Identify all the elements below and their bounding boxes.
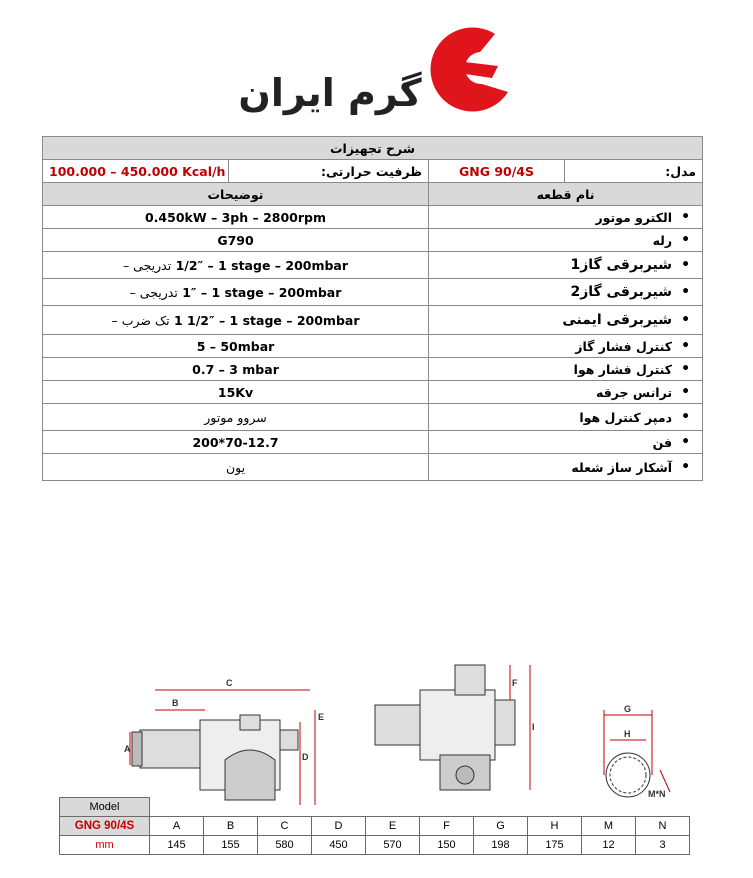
row-desc: تک ضرب – 1 1/2″ – 1 stage – 200mbar: [43, 306, 429, 335]
dim-value: 145: [150, 836, 204, 855]
row-desc: G790: [43, 229, 429, 252]
dim-value: 12: [582, 836, 636, 855]
bullet-icon: •: [681, 459, 691, 475]
dim-header: B: [204, 817, 258, 836]
dim-header: F: [420, 817, 474, 836]
model-value: GNG 90/4S: [429, 160, 565, 183]
table-row: [43, 252, 703, 279]
dim-header: H: [528, 817, 582, 836]
col-header-part-name: نام قطعه: [429, 183, 703, 206]
table-row: [43, 404, 703, 431]
row-part: • شیربرقی گاز1: [429, 252, 703, 279]
row-part: • ترانس جرقه: [429, 381, 703, 404]
dim-label: E: [318, 712, 325, 722]
model-label: مدل:: [565, 160, 703, 183]
dimensions-table: [59, 797, 690, 855]
bullet-icon: •: [681, 232, 691, 248]
row-desc: 15Kv: [43, 381, 429, 404]
dim-value: 155: [204, 836, 258, 855]
equipment-spec-table: [42, 136, 703, 481]
dim-header: M: [582, 817, 636, 836]
dim-label: C: [226, 678, 233, 688]
table-row: [43, 279, 703, 306]
side-view-drawing: [130, 690, 315, 805]
dim-header: C: [258, 817, 312, 836]
row-part: • شیربرقی گاز2: [429, 279, 703, 306]
bullet-icon: •: [681, 209, 691, 225]
bullet-icon: •: [681, 257, 691, 273]
bullet-icon: •: [681, 338, 691, 354]
row-part: • فن: [429, 431, 703, 454]
burner-technical-drawings: [0, 660, 753, 805]
table-row: [43, 335, 703, 358]
dim-value: 570: [366, 836, 420, 855]
dim-header: E: [366, 817, 420, 836]
dim-value: 150: [420, 836, 474, 855]
row-part: • آشکار ساز شعله: [429, 454, 703, 481]
dim-label: G: [624, 704, 632, 714]
row-part: • کنترل فشار هوا: [429, 358, 703, 381]
row-desc: تدریجی – 1/2″ – 1 stage – 200mbar: [43, 252, 429, 279]
dim-value: 3: [636, 836, 690, 855]
bullet-icon: •: [681, 284, 691, 300]
capacity-label: ظرفیت حرارتی:: [229, 160, 429, 183]
row-part: • کنترل فشار گاز: [429, 335, 703, 358]
row-part: • دمپر کنترل هوا: [429, 404, 703, 431]
row-desc: سروو موتور: [43, 404, 429, 431]
logo-mark: [431, 27, 508, 111]
spec-table-title: شرح تجهیزات: [43, 137, 703, 160]
dim-value: 175: [528, 836, 582, 855]
row-part: • شیربرقی ایمنی: [429, 306, 703, 335]
dim-header: G: [474, 817, 528, 836]
dim-label: D: [302, 752, 309, 762]
bullet-icon: •: [681, 312, 691, 328]
dim-value: 198: [474, 836, 528, 855]
bullet-icon: •: [681, 434, 691, 450]
dim-header: D: [312, 817, 366, 836]
table-row: [43, 381, 703, 404]
bullet-icon: •: [681, 409, 691, 425]
row-desc: 200*70-12.7: [43, 431, 429, 454]
table-row: [43, 229, 703, 252]
table-row: [43, 206, 703, 229]
row-desc: تدریجی – 1″ – 1 stage – 200mbar: [43, 279, 429, 306]
bullet-icon: •: [681, 384, 691, 400]
model-name: GNG 90/4S: [60, 817, 150, 836]
dim-label: F: [512, 678, 518, 688]
dim-label: I: [532, 722, 535, 732]
table-row: [43, 306, 703, 335]
row-desc: 5 – 50mbar: [43, 335, 429, 358]
dim-value: 450: [312, 836, 366, 855]
dim-header: N: [636, 817, 690, 836]
model-header: Model: [60, 798, 150, 817]
dim-header: A: [150, 817, 204, 836]
dim-label: H: [624, 729, 631, 739]
dim-label: A: [124, 744, 131, 754]
row-desc: 0.7 – 3 mbar: [43, 358, 429, 381]
unit-label: mm: [60, 836, 150, 855]
dim-value: 580: [258, 836, 312, 855]
table-row: [43, 431, 703, 454]
col-header-description: توضیحات: [43, 183, 429, 206]
front-view-drawing: [375, 665, 530, 790]
brand-logo: [230, 14, 520, 124]
bullet-icon: •: [681, 361, 691, 377]
dim-label: B: [172, 698, 179, 708]
dim-label: M*N: [648, 789, 666, 799]
brand-wordmark: گرم ایران: [238, 71, 422, 115]
row-part: • الکترو موتور: [429, 206, 703, 229]
flange-view-drawing: [604, 710, 670, 797]
row-desc: یون: [43, 454, 429, 481]
capacity-value: 100.000 – 450.000 Kcal/h: [43, 160, 229, 183]
row-part: • رله: [429, 229, 703, 252]
row-desc: 0.450kW – 3ph – 2800rpm: [43, 206, 429, 229]
table-row: [43, 454, 703, 481]
table-row: [43, 358, 703, 381]
